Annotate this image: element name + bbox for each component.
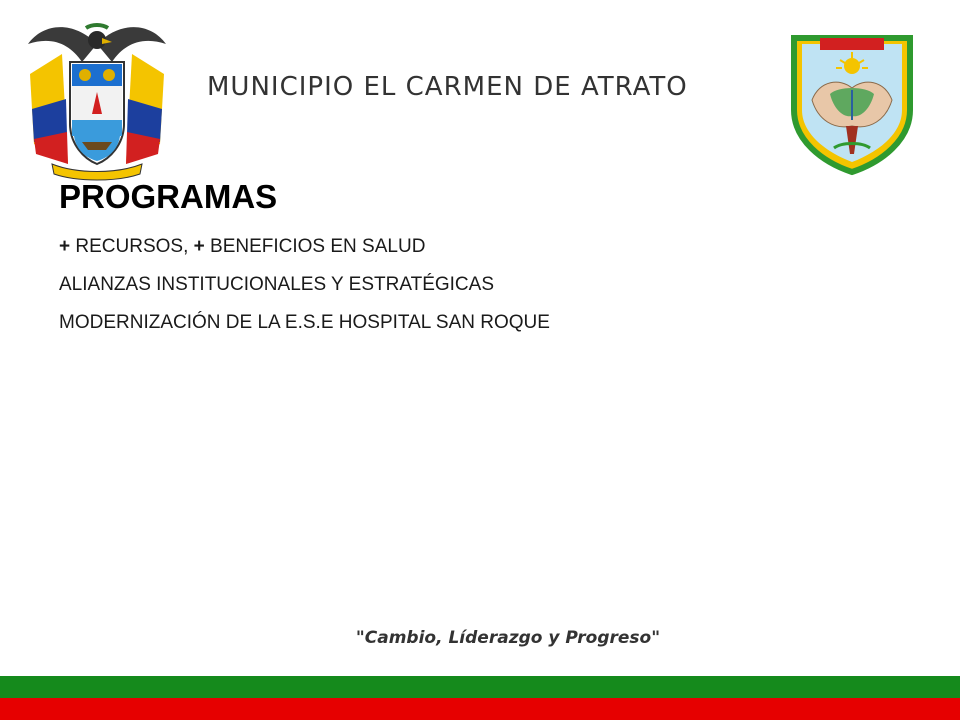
colombia-coat-of-arms-icon bbox=[22, 14, 172, 184]
flag-band-white bbox=[0, 664, 960, 676]
program-text: RECURSOS, bbox=[70, 236, 194, 257]
flag-band-red bbox=[0, 698, 960, 720]
flag-band-green bbox=[0, 676, 960, 698]
program-text: BENEFICIOS EN SALUD bbox=[204, 236, 426, 257]
program-item-alliances bbox=[59, 271, 550, 309]
plus-sign: + bbox=[193, 236, 205, 257]
municipal-shield-icon bbox=[790, 30, 914, 176]
program-text: MODERNIZACIÓN DE LA E.S.E HOSPITAL SAN ROQUE bbox=[59, 312, 550, 333]
slide-title: PROGRAMAS bbox=[59, 178, 278, 215]
municipality-name: MUNICIPIO EL CARMEN DE ATRATO bbox=[207, 72, 688, 102]
program-item-resources bbox=[59, 233, 550, 271]
motto: "Cambio, Líderazgo y Progreso" bbox=[355, 628, 661, 648]
program-item-modernization bbox=[59, 309, 550, 347]
plus-sign: + bbox=[59, 236, 71, 257]
program-text: ALIANZAS INSTITUCIONALES Y ESTRATÉGICAS bbox=[59, 274, 494, 295]
program-list bbox=[59, 233, 550, 347]
